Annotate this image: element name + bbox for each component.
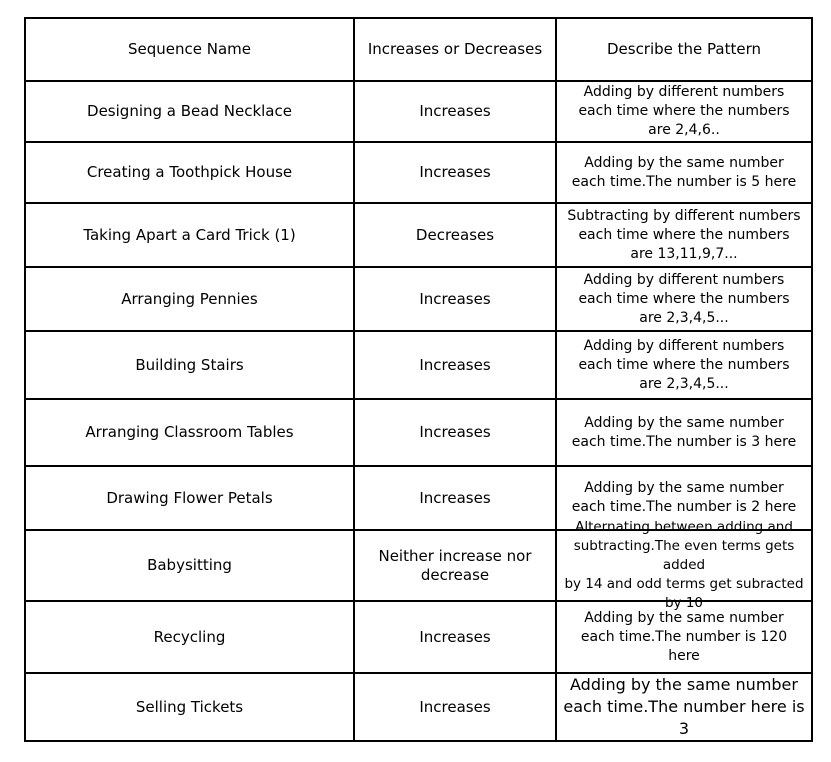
trend-value: Increases <box>419 423 491 441</box>
pattern-text: Adding by the same number each time.The number is 120 here <box>580 609 788 664</box>
table-row-pattern <box>555 519 813 611</box>
table-row-pattern <box>555 672 813 742</box>
pattern-text: Adding by different numbers each time where the numbers are 2,3,4,5... <box>578 271 790 326</box>
table-row-name <box>24 202 355 268</box>
header-label: Sequence Name <box>127 40 251 58</box>
table-row-pattern <box>555 80 813 143</box>
table-row-trend <box>353 600 557 674</box>
table-row-trend <box>353 465 557 531</box>
sequence-name: Arranging Classroom Tables <box>85 423 294 441</box>
trend-value: Increases <box>419 289 491 308</box>
table-row-name <box>24 266 355 332</box>
table-row-name <box>24 80 355 143</box>
table-row-pattern <box>555 398 813 467</box>
header-label: Describe the Pattern <box>606 40 762 58</box>
table-row-name <box>24 398 355 467</box>
trend-value: Increases <box>419 163 491 181</box>
table-row-trend <box>353 80 557 143</box>
table-row-pattern <box>555 266 813 332</box>
table-row-pattern <box>555 141 813 204</box>
table-row-trend <box>353 141 557 204</box>
sequence-name: Designing a Bead Necklace <box>87 102 292 120</box>
sequence-name: Arranging Pennies <box>121 289 258 308</box>
pattern-text: Adding by the same number each time.The number is 2 here <box>571 480 797 515</box>
trend-value: Increases <box>419 355 491 374</box>
trend-value: Increases <box>419 627 491 646</box>
table-row-pattern <box>555 202 813 268</box>
table-row-name <box>24 141 355 204</box>
trend-value: Increases <box>419 102 491 120</box>
table-row-name <box>24 600 355 674</box>
trend-value: Increases <box>419 488 491 507</box>
trend-value: Decreases <box>415 225 495 244</box>
table-row-trend <box>353 529 557 602</box>
table-row-name <box>24 529 355 602</box>
table-row-name <box>24 465 355 531</box>
trend-value: Neither increase nor decrease <box>378 546 532 584</box>
sequence-name: Building Stairs <box>135 355 244 374</box>
sequence-table <box>24 17 811 742</box>
table-row-trend <box>353 202 557 268</box>
pattern-text: Adding by the same number each time.The number is 3 here <box>571 414 797 450</box>
table-row-trend <box>353 330 557 400</box>
header-sequence-name <box>24 17 355 82</box>
pattern-text: Adding by the same number each time.The number here is 3 <box>563 675 805 738</box>
table-row-trend <box>353 398 557 467</box>
pattern-text: Adding by different numbers each time where the numbers are 2,3,4,5... <box>578 337 790 392</box>
sequence-name: Selling Tickets <box>135 697 244 716</box>
trend-value: Increases <box>419 697 491 716</box>
pattern-text: Adding by the same number each time.The number is 5 here <box>571 154 797 190</box>
header-describe-pattern <box>555 17 813 82</box>
sequence-name: Recycling <box>153 627 226 646</box>
table-row-pattern <box>555 600 813 674</box>
sequence-name: Drawing Flower Petals <box>106 488 273 507</box>
table-row-trend <box>353 672 557 742</box>
pattern-text: Alternating between adding and subtracting.The even terms gets added by 14 and odd terms get subracted by 10 <box>564 519 804 611</box>
header-label: Increases or Decreases <box>367 40 543 58</box>
sequence-name: Creating a Toothpick House <box>86 163 293 181</box>
table-row-name <box>24 672 355 742</box>
table-row-name <box>24 330 355 400</box>
header-increases-decreases <box>353 17 557 82</box>
table-row-pattern <box>555 330 813 400</box>
pattern-text: Subtracting by different numbers each time where the numbers are 13,11,9,7... <box>567 207 801 262</box>
sequence-name: Babysitting <box>147 556 232 574</box>
pattern-text: Adding by different numbers each time where the numbers are 2,4,6.. <box>578 84 790 138</box>
table-row-trend <box>353 266 557 332</box>
sequence-name: Taking Apart a Card Trick (1) <box>83 225 296 244</box>
